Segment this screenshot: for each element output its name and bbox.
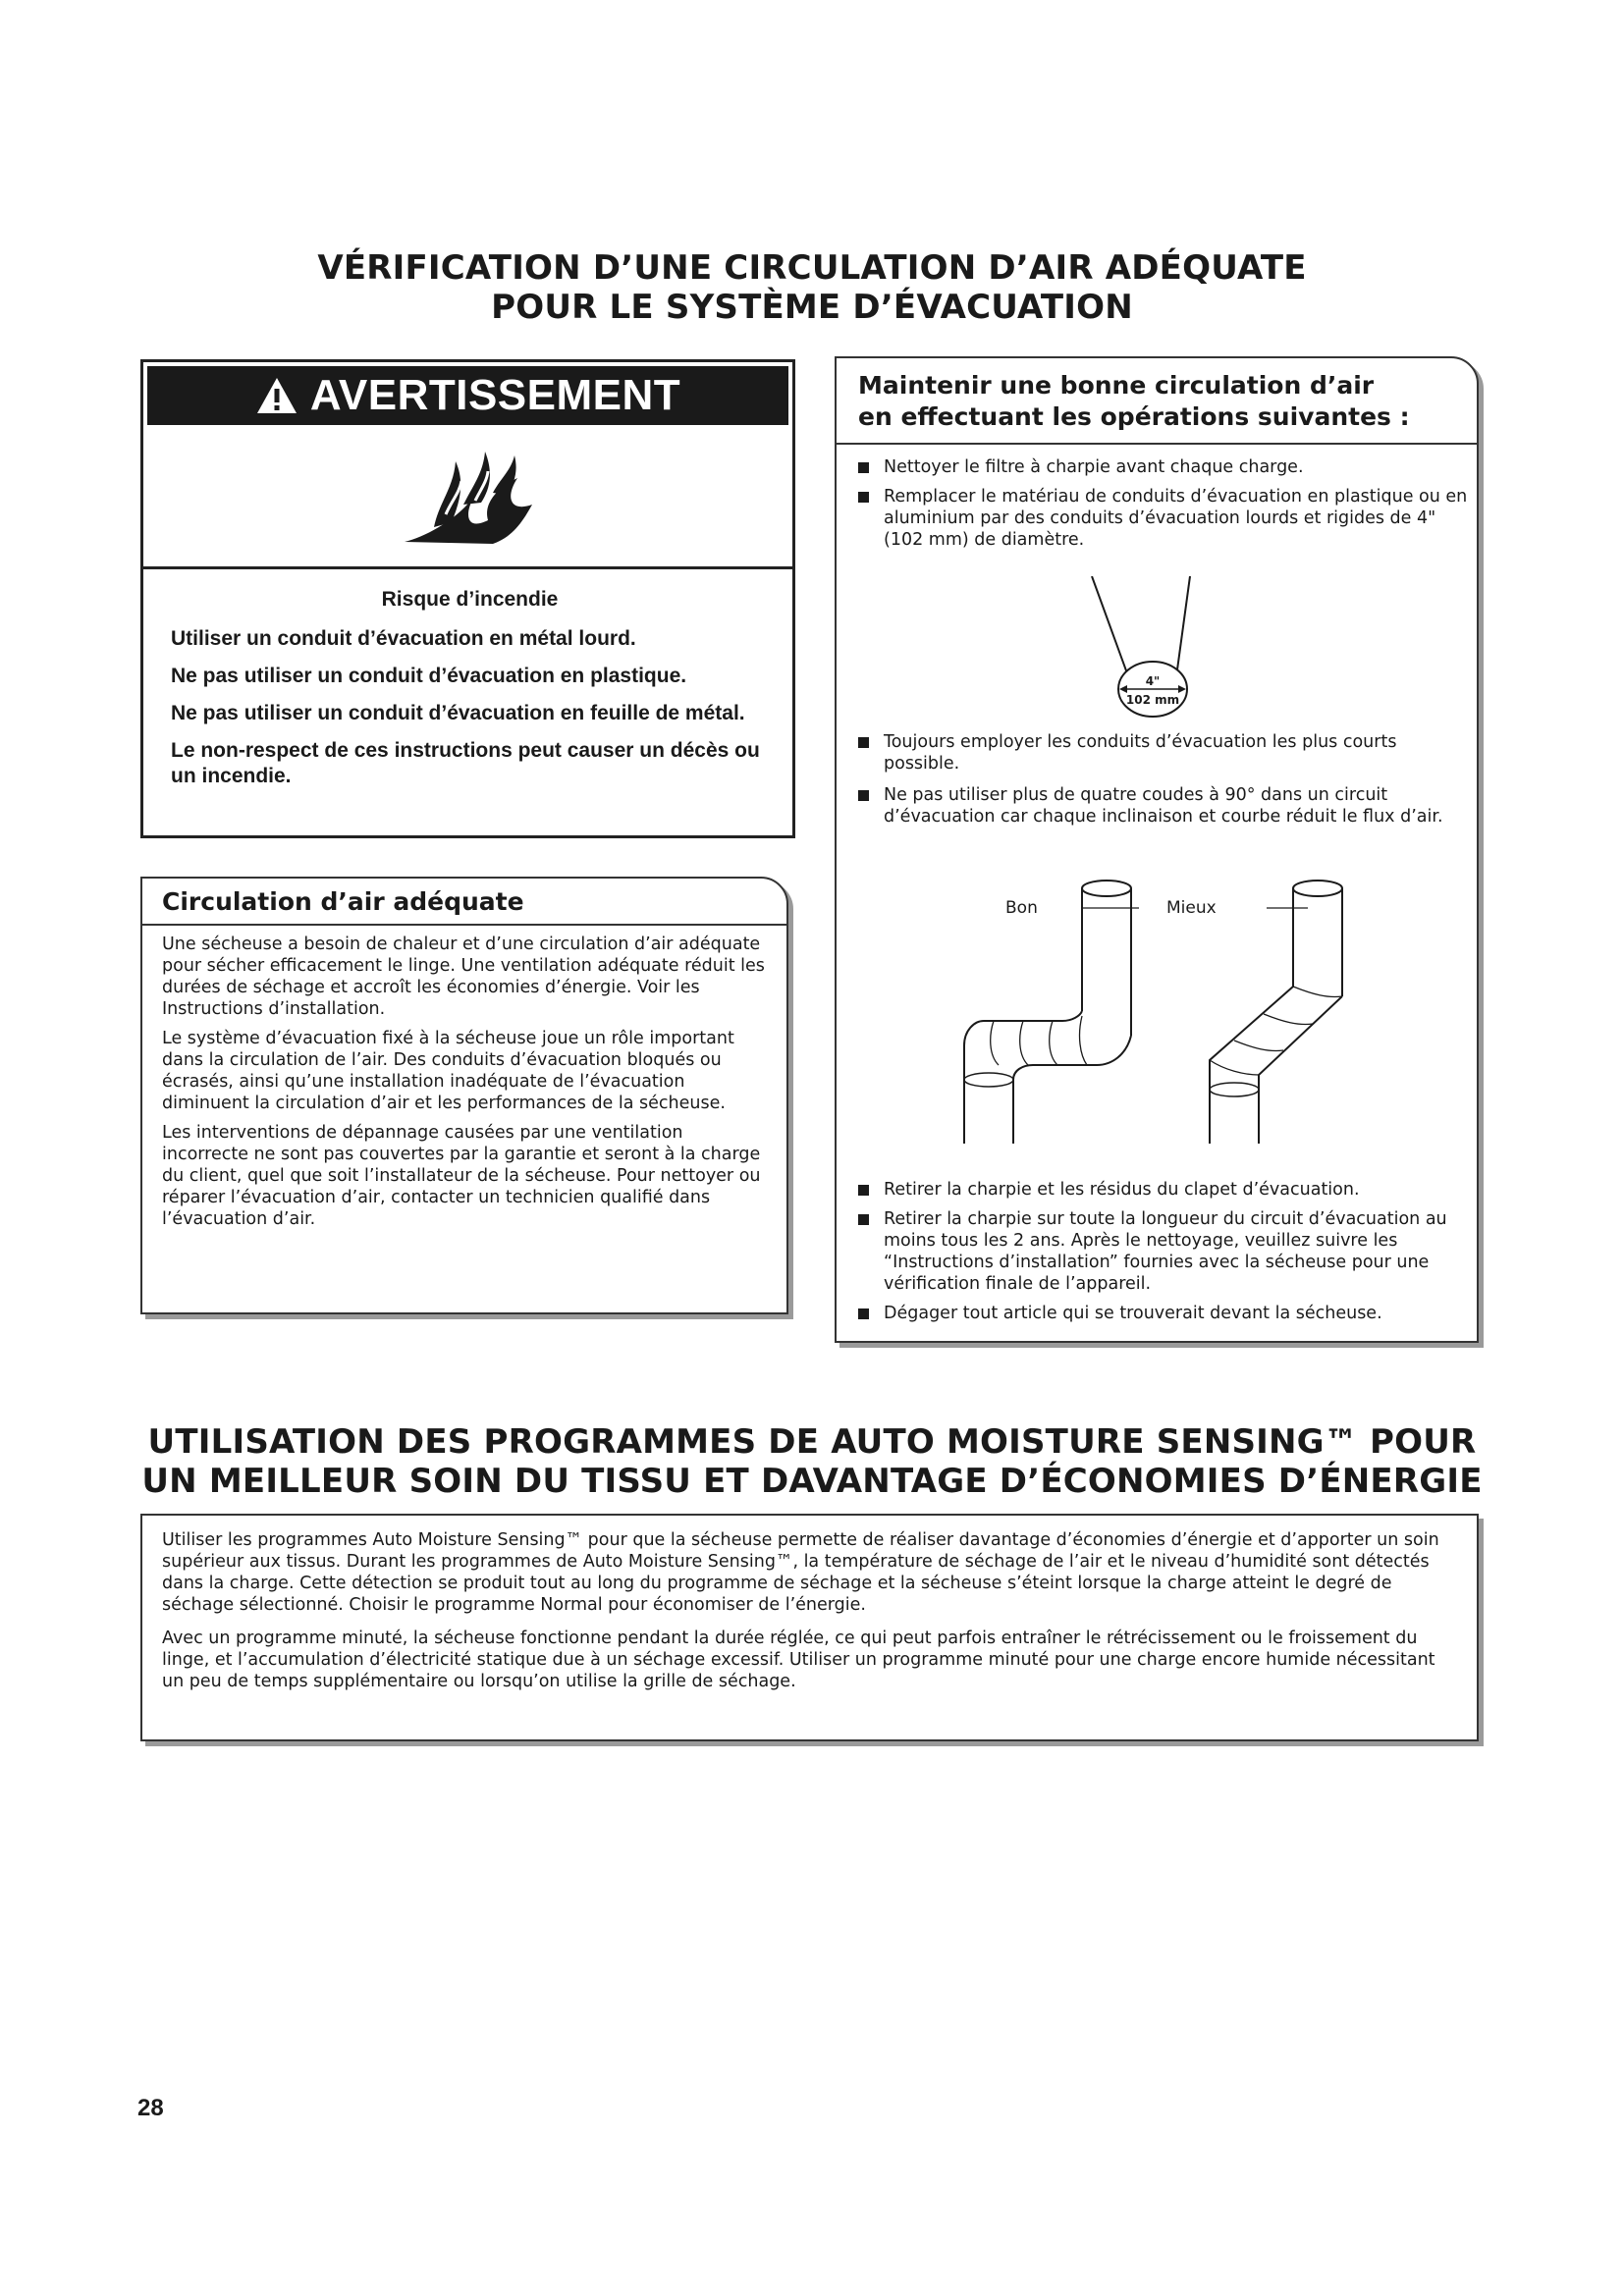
flame-area	[143, 429, 792, 569]
duct-label-better: Mieux	[1166, 898, 1217, 918]
airflow-paragraph: Une sécheuse a besoin de chaleur et d’une circulation d’air adéquate pour sécher efficacement le linge. Une ventilation adéquate réduit les durées de séchage et accroît les économies d’énergie. Voir les Instructions d’installation.	[162, 934, 765, 1019]
list-item: Retirer la charpie et les résidus du clapet d’évacuation.	[842, 1179, 1471, 1201]
maintain-header-line: en effectuant les opérations suivantes :	[858, 402, 1410, 431]
diameter-mm-label: 102 mm	[1125, 693, 1180, 707]
airflow-box	[140, 877, 788, 1314]
airflow-body	[142, 926, 786, 1230]
warning-box	[140, 359, 795, 838]
moisture-paragraph: Avec un programme minuté, la sécheuse fonctionne pendant la durée réglée, ce qui peut parfois entraîner le rétrécissement ou le froissement du linge, et l’accumulation d’électricité statique due à un séchage excessif. Utiliser un programme minuté pour une charge encore humide nécessitant un peu de temps supplémentaire ou lorsqu’on utilise la grille de séchage.	[162, 1629, 1435, 1691]
maintain-list-b	[842, 731, 1471, 837]
airflow-paragraph: Les interventions de dépannage causées par une ventilation incorrecte ne sont pas couvertes par la garantie et seront à la charge du client, quel que soit l’installateur de la sécheuse. Pour nettoyer ou réparer l’évacuation d’air, contacter un technicien qualifié dans l’évacuation d’air.	[162, 1123, 761, 1229]
airflow-paragraph: Le système d’évacuation fixé à la sécheuse joue un rôle important dans la circulation de l’air. Des conduits d’évacuation bloqués ou écrasés, ainsi qu’une installation inadéquate de l’évacuation diminuent la circulation d’air et les performances de la sécheuse.	[162, 1029, 734, 1113]
list-item: Retirer la charpie sur toute la longueur du circuit d’évacuation au moins tous les 2 ans. Après le nettoyage, veuillez suivre les “Instructions d’installation” fournies avec la sécheuse pour une vérification finale de l’appareil.	[842, 1208, 1471, 1295]
warning-header	[147, 366, 788, 425]
fire-icon	[395, 444, 542, 552]
section-title-line: UN MEILLEUR SOIN DU TISSU ET DAVANTAGE D’ÉCONOMIES D’ÉNERGIE	[141, 1462, 1483, 1501]
list-item: Nettoyer le filtre à charpie avant chaque charge.	[842, 456, 1471, 478]
list-item: Toujours employer les conduits d’évacuation les plus courts possible.	[842, 731, 1471, 774]
warning-triangle-icon	[255, 376, 298, 415]
page-number: 28	[137, 2095, 164, 2121]
maintain-header	[837, 358, 1477, 445]
diameter-inch-label: 4"	[1145, 674, 1161, 688]
warning-line: Le non-respect de ces instructions peut causer un décès ou un incendie.	[171, 739, 760, 787]
section-title-line: UTILISATION DES PROGRAMMES DE AUTO MOISTURE SENSING™ POUR	[147, 1422, 1477, 1462]
duct-diameter-diagram	[1082, 576, 1229, 723]
section-title-line: POUR LE SYSTÈME D’ÉVACUATION	[491, 288, 1133, 327]
duct-label-good: Bon	[1005, 898, 1038, 918]
maintain-box	[835, 356, 1479, 1343]
moisture-paragraph: Utiliser les programmes Auto Moisture Sensing™ pour que la sécheuse permette de réaliser davantage d’économies d’énergie et d’apporter un soin supérieur aux tissus. Durant les programmes de Auto Moisture Sensing™, la température de séchage de l’air et le niveau d’humidité sont détectés dans la charge. Cette détection se produit tout au long du programme de séchage et la sécheuse s’éteint lorsque la charge atteint le degré de séchage sélectionné. Choisir le programme Normal pour économiser de l’énergie.	[162, 1530, 1439, 1615]
maintain-header-line: Maintenir une bonne circulation d’air	[858, 371, 1375, 400]
warning-line: Ne pas utiliser un conduit d’évacuation en feuille de métal.	[171, 702, 745, 724]
list-item: Dégager tout article qui se trouverait devant la sécheuse.	[842, 1303, 1471, 1324]
warning-risk-title: Risque d’incendie	[381, 588, 559, 611]
duct-elbow-diagram	[925, 869, 1386, 1153]
list-item: Remplacer le matériau de conduits d’évacuation en plastique ou en aluminium par des conduits d’évacuation lourds et rigides de 4" (102 mm) de diamètre.	[842, 486, 1471, 551]
section-title-airflow	[0, 248, 1624, 327]
section-title-line: VÉRIFICATION D’UNE CIRCULATION D’AIR ADÉQUATE	[317, 248, 1307, 288]
warning-body	[143, 569, 792, 789]
warning-header-label: AVERTISSEMENT	[309, 371, 681, 419]
warning-line: Ne pas utiliser un conduit d’évacuation en plastique.	[171, 665, 687, 687]
maintain-list-a	[842, 456, 1471, 559]
warning-line: Utiliser un conduit d’évacuation en métal lourd.	[171, 627, 636, 650]
maintain-list-c	[842, 1179, 1471, 1332]
list-item: Ne pas utiliser plus de quatre coudes à 90° dans un circuit d’évacuation car chaque inclinaison et courbe réduit le flux d’air.	[842, 784, 1471, 828]
airflow-header: Circulation d’air adéquate	[142, 879, 786, 926]
moisture-sensing-box	[140, 1514, 1479, 1741]
section-title-moisture-sensing	[0, 1422, 1624, 1501]
